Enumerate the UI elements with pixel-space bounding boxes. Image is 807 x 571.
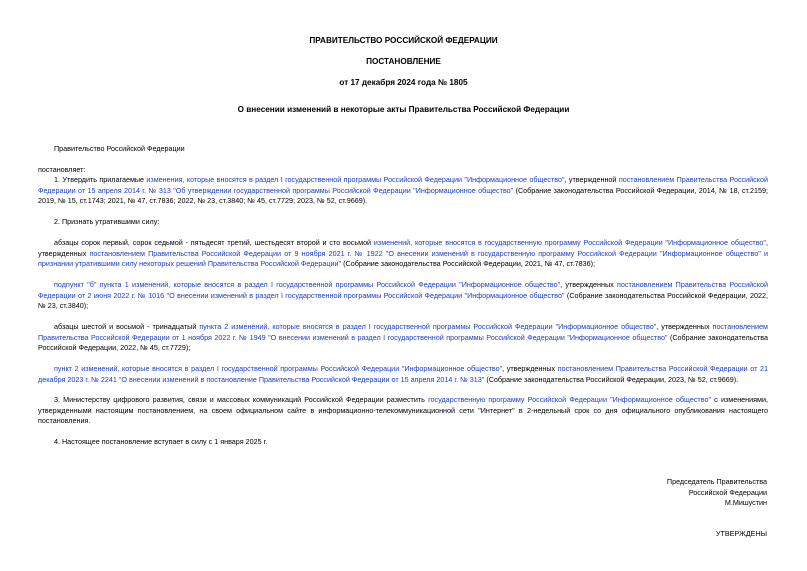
p2d-link-resolution[interactable]: постановлением Правительства Российской Федерации от 21 декабря 2023 г. № 2241 "О внесении изменений в постановление Правительства Российской Федерации от 15 апреля 2014 г. № 313" [38,364,768,384]
p1-text-e: (Собрание законодательства Российской Федерации, 2014, № 18, ст.2159; 2019, № 15, ст.1743; 2021, № 47, ст.7836; 2022, № 23, ст.3840; № 45, ст.7729; 2023, № 52, ст.9669). [38,185,768,205]
paragraph-2b [38,280,768,312]
signature-position: Председатель Правительства [666,477,767,486]
signature-block [667,477,767,509]
paragraph-2-title: 2. Признать утратившими силу: [54,217,160,226]
p2a-text-a: абзацы сорок первый, сорок седьмой - пятьдесят третий, шестьдесят второй и сто восьмой [54,238,374,247]
paragraph-2d [38,364,768,385]
p2c-link-resolution[interactable]: постановлением Правительства Российской Федерации от 1 ноября 2022 г. № 1949 "О внесении изменений в раздел I государственной программы Российской Федерации "Информационное общество" [38,322,768,342]
p3-text-c: с изменениями, утвержденными настоящим постановлением, на своем официальном сайте в информационно-телекоммуникационной сети "Интернет" в 2-недельный срок со дня официального опубликования настоящего постановления. [38,395,768,425]
p3-link-program[interactable]: государственную программу Российской Федерации "Информационное общество" [428,395,712,404]
p2b-text-e: (Собрание законодательства Российской Федерации, 2022, № 23, ст.3840); [38,290,768,310]
doc-subject: О внесении изменений в некоторые акты Правительства Российской Федерации [237,105,570,114]
p2c-text-e: (Собрание законодательства Российской Федерации, 2022, № 45, ст.7729); [38,332,768,352]
p2a-link-resolution[interactable]: постановлением Правительства Российской Федерации от 9 ноября 2021 г. № 1922 "О внесении изменений в государственную программу Российской Федерации "Информационное общество" и признании утратившими силу некоторых решений Правительства Российской Федерации" [38,248,769,268]
p1-text-a: 1. Утвердить прилагаемые [54,175,147,184]
p2a-text-e: (Собрание законодательства Российской Федерации, 2021, № 47, ст.7836); [341,259,595,268]
p1-text-c: , утвержденной [564,175,619,184]
signature-country: Российской Федерации [688,487,767,497]
intro-government: Правительство Российской Федерации [54,144,185,153]
doc-date: от 17 декабря 2024 года № 1805 [339,78,468,87]
intro-decides: постановляет: [38,165,86,174]
paragraph-2a [38,238,768,270]
p2c-text-a: абзацы шестой и восьмой - тринадцатый [54,322,200,331]
p2c-link-changes[interactable]: пункта 2 изменений, которые вносятся в раздел I государственной программы Российской Федерации "Информационное общество" [199,322,657,331]
doc-type: ПОСТАНОВЛЕНИЕ [366,57,441,66]
p1-link-changes[interactable]: изменения, которые вносятся в раздел I государственной программы Российской Федерации "Информационное общество" [146,175,565,184]
paragraph-4: 4. Настоящее постановление вступает в силу с 1 января 2025 г. [54,437,268,446]
p2d-text-e: (Собрание законодательства Российской Федерации, 2023, № 52, ст.9669). [484,374,739,384]
p3-text-a: 3. Министерству цифрового развития, связи и массовых коммуникаций Российской Федерации разместить [54,395,429,404]
p2d-text-c: , утвержденных [502,364,558,373]
paragraph-3 [38,395,768,427]
paragraph-2c [38,322,768,354]
p2a-text-c: , утвержденных [38,238,768,258]
approved-label: УТВЕРЖДЕНЫ [715,529,767,538]
p2b-link-changes[interactable]: подпункт "б" пункта 1 изменений, которые вносятся в раздел I государственной программы Российской Федерации "Информационное общество" [54,280,561,289]
p2d-link-changes[interactable]: пункт 2 изменений, которые вносятся в раздел I государственной программы Российской Федерации "Информационное общество" [54,364,503,373]
signature-name: М.Мишустин [724,498,767,507]
p2a-link-changes[interactable]: изменений, которые вносятся в государственную программу Российской Федерации "Информационное общество" [373,238,766,247]
org-title: ПРАВИТЕЛЬСТВО РОССИЙСКОЙ ФЕДЕРАЦИИ [309,36,498,45]
p2c-text-c: , утвержденных [656,322,713,331]
p1-link-resolution[interactable]: постановлением Правительства Российской Федерации от 15 апреля 2014 г. № 313 "Об утверждении государственной программы Российской Федерации "Информационное общество" [38,175,769,195]
p2b-text-c: , утвержденных [560,280,617,289]
p2b-link-resolution[interactable]: постановлением Правительства Российской Федерации от 2 июня 2022 г. № 1016 "О внесении изменений в раздел I государственной программы Российской Федерации "Информационное общество" [38,280,768,300]
paragraph-1 [38,175,768,207]
